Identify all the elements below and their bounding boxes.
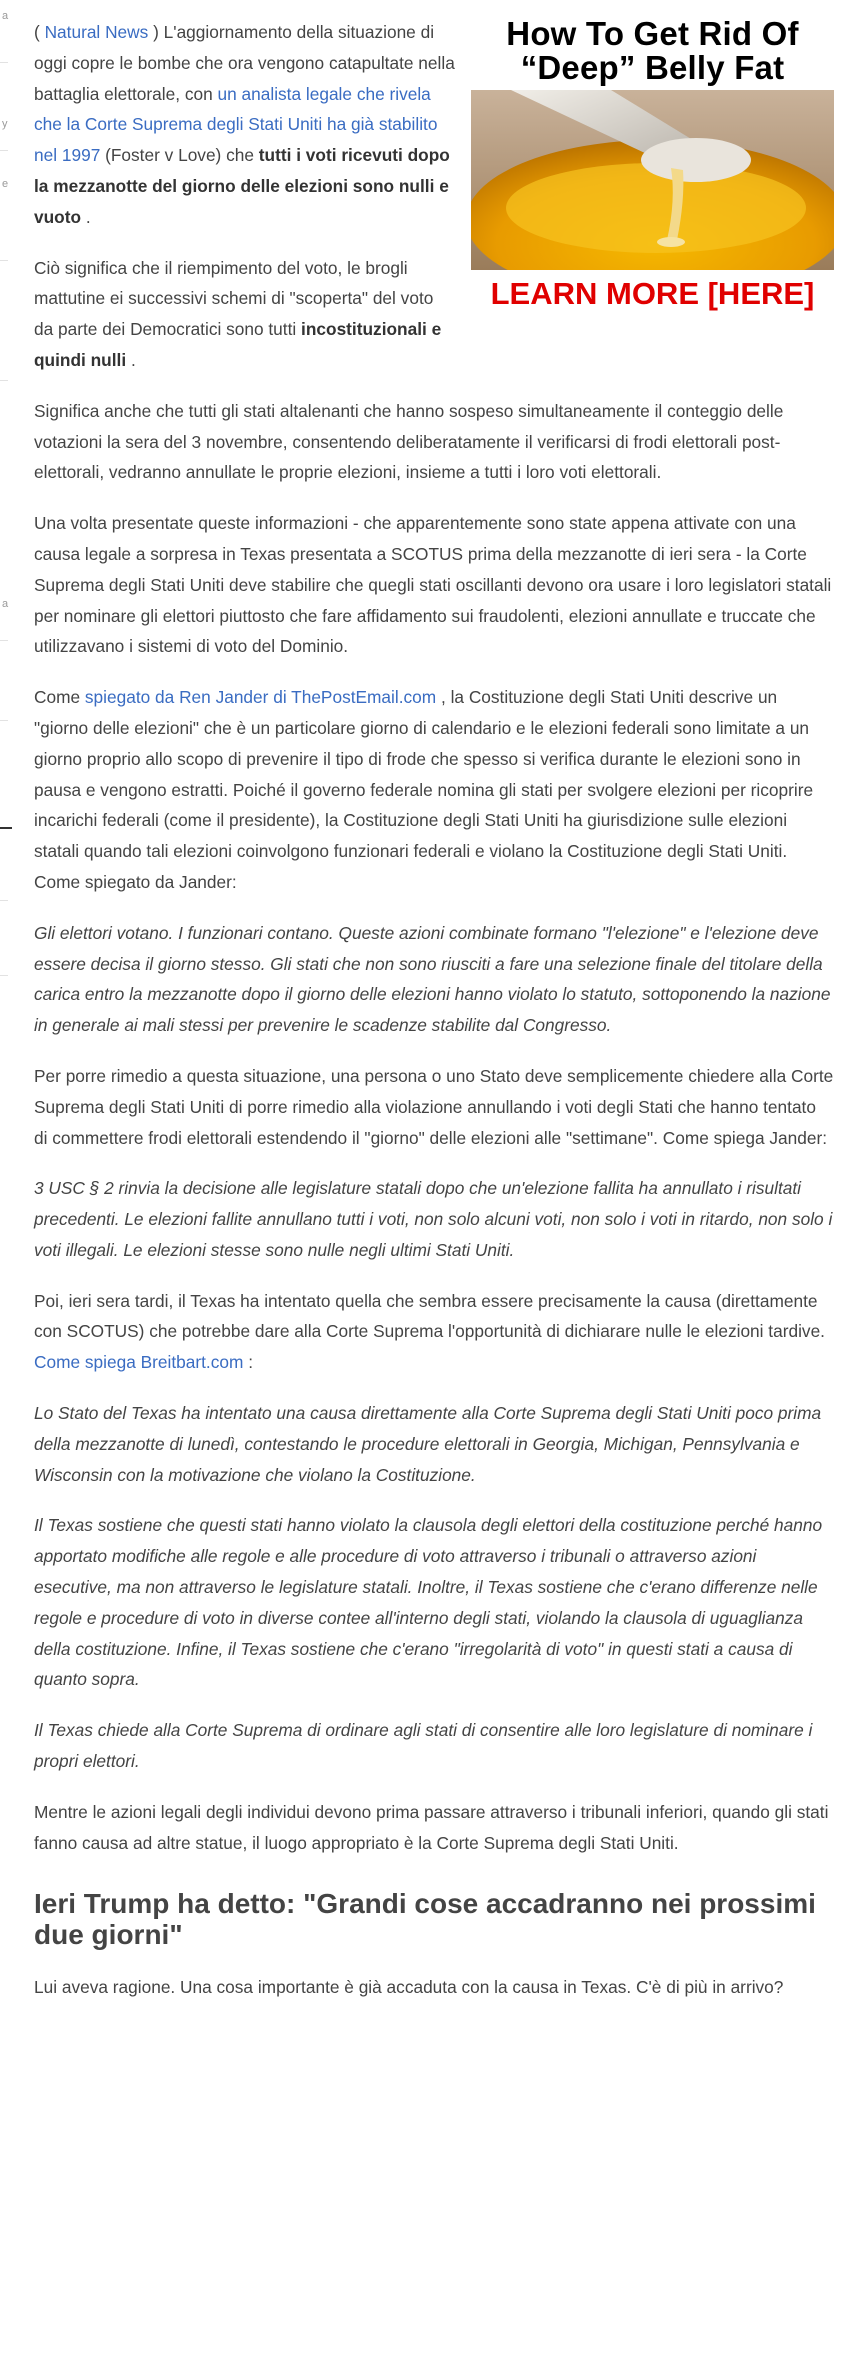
paragraph: Lui aveva ragione. Una cosa importante è già accaduta con la causa in Texas. C'è di più in arrivo? [34, 1977, 784, 1998]
paragraph: Mentre le azioni legali degli individui devono prima passare attraverso i tribunali inferiori, quando gli stati fanno causa ad altre statue, il luogo appropriato è la Corte Suprema degli Stati Uniti. [34, 1801, 829, 1853]
gutter-divider [0, 720, 8, 721]
text: (Foster v Love) che [100, 145, 259, 166]
paragraph: Significa anche che tutti gli stati altalenanti che hanno sospeso simultaneamente il conteggio delle votazioni la sera del 3 novembre, consentendo deliberatamente il verificarsi di frodi elettorali post-elettorali, vedranno annullate le proprie elezioni, insieme a tutti i loro voti elettorali. [34, 400, 784, 483]
paragraph [34, 682, 834, 898]
quote [34, 1398, 834, 1490]
ad-title-line: How To Get Rid Of [506, 15, 799, 52]
ad-title-line: “Deep” Belly Fat [520, 49, 785, 86]
quote-text: 3 USC § 2 rinvia la decisione alle legislature statali dopo che un'elezione fallita ha annullato i risultati precedenti. Le elezioni fallite annullano tutti i voti, non solo alcuni voti, non solo i voti in ritardo, non solo i voti illegali. Le elezioni stesse sono nulle negli ultimi Stati Uniti. [34, 1178, 833, 1260]
text: ( [34, 22, 45, 42]
gutter-char: y [2, 118, 8, 130]
natural-news-link[interactable]: Natural News [44, 22, 149, 42]
legal-analyst-link[interactable]: un analista legale che rivela che la Corte Suprema degli Stati Uniti ha già stabilito nel 1997 [34, 83, 438, 166]
gutter-divider [0, 62, 8, 63]
text: Come [34, 687, 85, 708]
gutter-marker [0, 827, 12, 829]
text: , la Costituzione degli Stati Uniti descrive un "giorno delle elezioni" che è un particolare giorno di calendario e le elezioni federali sono limitate a un giorno proprio allo scopo di prevenire il tipo di frode che spesso si verifica durante le elezioni sono in pausa e vengono estratti. Poiché il governo federale nomina gli stati per svolgere elezioni per ricoprire incarichi federali (come il presidente), la Costituzione degli Stati Uniti ha giurisdizione sulle elezioni statali quando tali elezioni coinvolgono funzionari federali e violano la Costituzione degli Stati Uniti. Come spiegato da Jander: [34, 687, 814, 892]
gutter-divider [0, 260, 8, 261]
text: ) L'aggiornamento della situazione di oggi copre le bombe che ora vengono catapultate nella battaglia elettorale, con [34, 22, 455, 104]
gutter-char: a [2, 10, 9, 22]
article-body [34, 17, 834, 2023]
paragraph: Per porre rimedio a questa situazione, una persona o uno Stato deve semplicemente chiedere alla Corte Suprema degli Stati Uniti di porre rimedio alla violazione annullando i voti degli Stati che hanno tentato di commettere frodi elettorali estendendo il "giorno" delle elezioni alle "settimane". Come spiega Jander: [34, 1065, 834, 1148]
ad-honey-spoon-image[interactable] [471, 90, 834, 270]
paragraph: Una volta presentate queste informazioni - che apparentemente sono state appena attivate con una causa legale a sorpresa in Texas presentata a SCOTUS prima della mezzanotte di ieri sera - la Corte Suprema degli Stati Uniti deve stabilire che quegli stati oscillanti devono ora usare i loro legislatori statali per nominare gli elettori piuttosto che fare affidamento sui fraudolenti, elezioni annullate e truccate che utilizzavano i sistemi di voto del Dominio. [34, 513, 832, 657]
section-heading: Ieri Trump ha detto: "Grandi cose accadranno nei prossimi due giorni" [34, 1888, 816, 1951]
text: : [243, 1352, 253, 1373]
gutter-divider [0, 640, 8, 641]
gutter-char: a [2, 598, 9, 610]
quote [34, 1510, 834, 1695]
gutter-char: e [2, 178, 9, 190]
text: . [126, 349, 136, 370]
breitbart-link[interactable]: Come spiega Breitbart.com [34, 1352, 244, 1373]
thepostemail-link[interactable]: spiegato da Ren Jander di ThePostEmail.com [84, 687, 437, 708]
quote-text: Il Texas chiede alla Corte Suprema di ordinare agli stati di consentire alle loro legislature di nominare i propri elettori. [34, 1720, 813, 1772]
ad-banner[interactable] [471, 17, 834, 314]
text: Ciò significa che il riempimento del voto, le brogli mattutine ei successivi schemi di "scoperta" del voto da parte dei Democratici sono tutti [34, 257, 434, 340]
bold-text: incostituzionali e quindi nulli [34, 319, 442, 370]
gutter-divider [0, 900, 8, 901]
gutter-divider [0, 150, 8, 151]
quote [34, 918, 834, 1041]
quote [34, 1715, 834, 1777]
ad-title [471, 17, 834, 85]
bold-text: tutti i voti ricevuti dopo la mezzanotte del giorno delle elezioni sono nulli e vuoto [34, 145, 450, 227]
text: Poi, ieri sera tardi, il Texas ha intentato quella che sembra essere precisamente la causa (direttamente con SCOTUS) che potrebbe dare alla Corte Suprema l'opportunità di dichiarare nulle le elezioni tardive. [34, 1290, 825, 1342]
quote [34, 1173, 834, 1265]
gutter-divider [0, 975, 8, 976]
text: . [81, 206, 91, 227]
quote-text: Lo Stato del Texas ha intentato una causa direttamente alla Corte Suprema degli Stati Uniti poco prima della mezzanotte di lunedì, contestando le procedure elettorali in Georgia, Michigan, Pennsylvania e Wisconsin con la motivazione che violano la Costituzione. [34, 1403, 822, 1485]
gutter-divider [0, 380, 8, 381]
ad-learn-more-link[interactable]: LEARN MORE [HERE] [490, 276, 815, 311]
paragraph [34, 1286, 834, 1378]
quote-text: Gli elettori votano. I funzionari contano. Queste azioni combinate formano "l'elezione" e l'elezione deve essere decisa il giorno stesso. Gli stati che non sono riusciti a fare una selezione finale del titolare della carica entro la mezzanotte dopo il giorno delle elezioni hanno violato lo statuto, sottoponendo la nazione in generale ai mali stessi per prevenire le scadenze stabilite dal Congresso. [34, 922, 831, 1036]
quote-text: Il Texas sostiene che questi stati hanno violato la clausola degli elettori della costituzione perché hanno apportato modifiche alle regole e alle procedure di voto attraverso i tribunali o attraverso azioni esecutive, ma non attraverso le legislature statali. Inoltre, il Texas sostiene che c'erano differenze nelle regole e procedure di voto in diverse contee all'interno degli stati, violando la clausola di uguaglianza della costituzione. Infine, il Texas sostiene che c'erano "irregolarità di voto" in questi stati a causa di quanto sopra. [34, 1515, 823, 1690]
left-gutter [0, 0, 20, 2363]
